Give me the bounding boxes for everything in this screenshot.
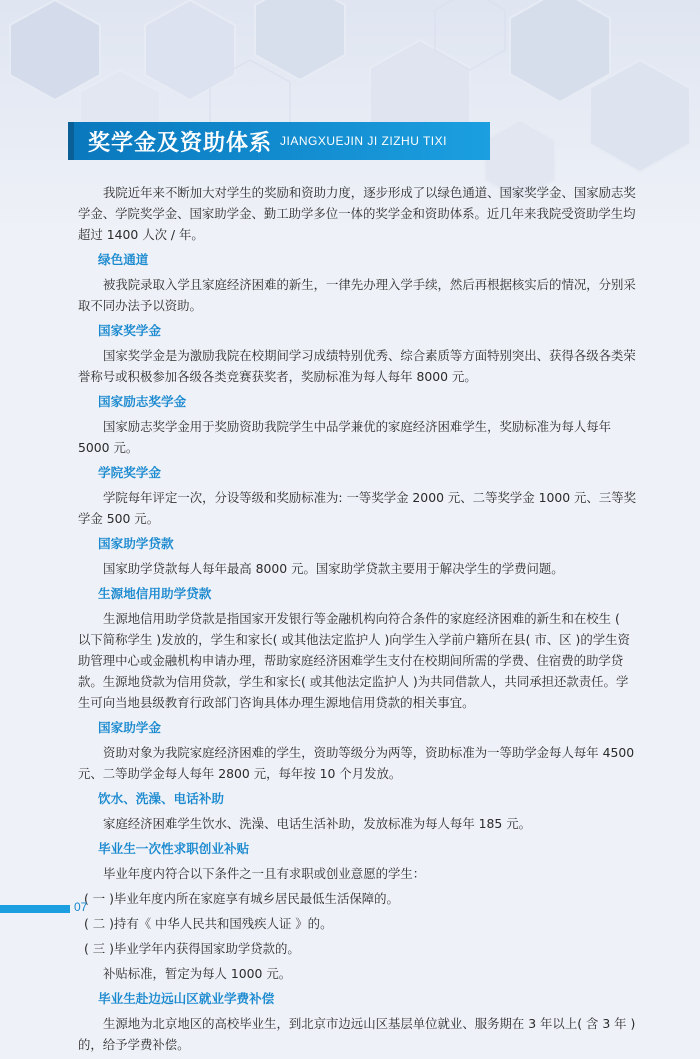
paragraph-job-seeking-subsidy: 毕业年度内符合以下条件之一且有求职或创业意愿的学生： (103, 866, 426, 881)
heading-national-scholarship: 国家奖学金 (98, 323, 161, 338)
paragraph-national-encouragement-scholarship: 国家励志奖学金用于奖励资助我院学生中品学兼优的家庭经济困难学生，奖励标准为每人每年 5000 元。 (78, 419, 612, 455)
heading-national-encouragement-scholarship: 国家励志奖学金 (98, 394, 187, 409)
heading-job-seeking-subsidy: 毕业生一次性求职创业补贴 (98, 841, 250, 856)
footer-accent-bar (0, 905, 70, 913)
paragraph-national-scholarship: 国家奖学金是为激励我院在校期间学习成绩特别优秀、综合素质等方面特别突出、获得各级各类荣誉称号或积极参加各级各类竞赛获奖者，奖励标准为每人每年 8000 元。 (78, 348, 636, 384)
heading-remote-area-tuition-compensation: 毕业生赴边远山区就业学费补偿 (98, 991, 275, 1006)
paragraph-living-subsidy: 家庭经济困难学生饮水、洗澡、电话生活补助，发放标准为每人每年 185 元。 (103, 816, 532, 831)
section-title-banner (68, 122, 490, 160)
paragraph-origin-credit-loan: 生源地信用助学贷款是指国家开发银行等金融机构向符合条件的家庭经济困难的新生和在校生 ( 以下简称学生 )发放的，学生和家长( 或其他法定监护人 )向学生入学前户籍所在县( 市、区 )的学生资助管理中心或金融机构申请办理，帮助家庭经济困难学生支付在校期间所需的学费、住宿费的助学贷款。生源地贷款为信用贷款，学生和家长( 或其他法定监护人 )为共同借款人，共同承担还款责任。学生可向当地县级教育行政部门咨询具体办理生源地信用贷款的相关事宜。 (78, 611, 630, 710)
page-number: 07 (74, 900, 88, 914)
heading-college-scholarship: 学院奖学金 (98, 465, 161, 480)
paragraph-national-student-loan: 国家助学贷款每人每年最高 8000 元。国家助学贷款主要用于解决学生的学费问题。 (103, 561, 564, 576)
paragraph-subsidy-standard: 补贴标准，暂定为每人 1000 元。 (103, 966, 292, 981)
heading-green-channel: 绿色通道 (98, 252, 149, 267)
heading-origin-credit-loan: 生源地信用助学贷款 (98, 586, 212, 601)
heading-national-student-loan: 国家助学贷款 (98, 536, 174, 551)
intro-paragraph: 我院近年来不断加大对学生的奖励和资助力度，逐步形成了以绿色通道、国家奖学金、国家励志奖学金、学院奖学金、国家助学金、勤工助学多位一体的奖学金和资助体系。近几年来我院受资助学生均超过 1400 人次 / 年。 (78, 185, 636, 242)
list-item: ( 二 )持有《 中华人民共和国残疾人证 》的。 (84, 916, 333, 931)
paragraph-green-channel: 被我院录取入学且家庭经济困难的新生，一律先办理入学手续，然后再根据核实后的情况，分别采取不同办法予以资助。 (78, 277, 636, 313)
article-body (78, 182, 636, 1059)
paragraph-college-scholarship: 学院每年评定一次，分设等级和奖励标准为: 一等奖学金 2000 元、二等奖学金 1000 元、三等奖学金 500 元。 (78, 490, 636, 526)
paragraph-remote-area-tuition-compensation: 生源地为北京地区的高校毕业生，到北京市边远山区基层单位就业、服务期在 3 年以上( 含 3 年 )的，给予学费补偿。 (78, 1016, 636, 1052)
page-title-pinyin: JIANGXUEJIN JI ZIZHU TIXI (280, 134, 447, 148)
page-title: 奖学金及资助体系 (88, 130, 273, 156)
heading-living-subsidy: 饮水、洗澡、电话补助 (98, 791, 224, 806)
heading-national-grant: 国家助学金 (98, 720, 161, 735)
list-item: ( 三 )毕业学年内获得国家助学贷款的。 (84, 941, 300, 956)
paragraph-national-grant: 资助对象为我院家庭经济困难的学生，资助等级分为两等，资助标准为一等助学金每人每年 4500 元、二等助学金每人每年 2800 元，每年按 10 个月发放。 (78, 745, 635, 781)
list-item: ( 一 )毕业年度内所在家庭享有城乡居民最低生活保障的。 (84, 891, 399, 906)
